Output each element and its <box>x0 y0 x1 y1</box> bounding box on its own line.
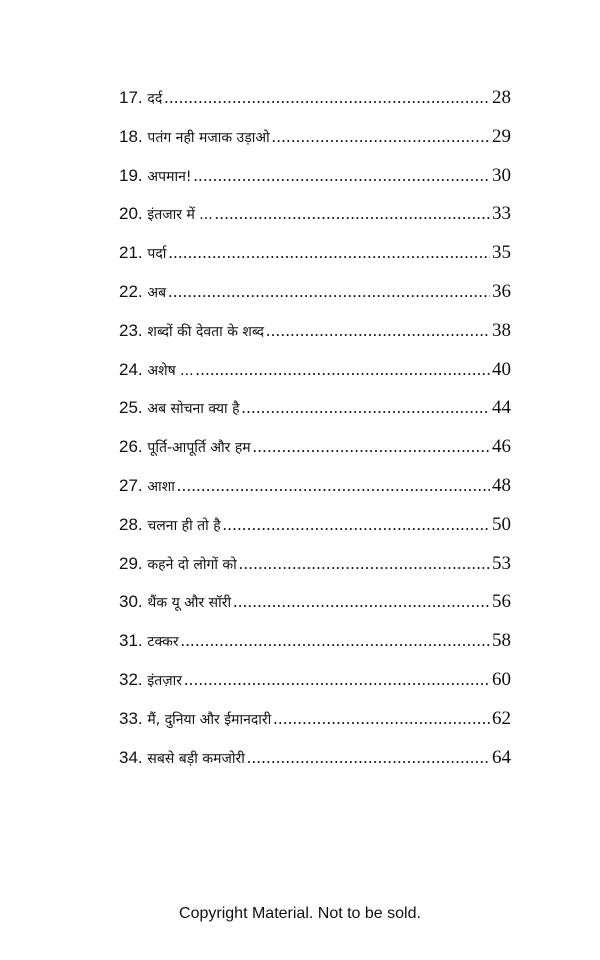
toc-entry-number: 30. <box>119 592 143 612</box>
toc-entry-number: 32. <box>119 669 143 689</box>
toc-entry[interactable] <box>119 630 511 669</box>
toc-entry-page-number: 56 <box>492 591 511 613</box>
toc-entry-number: 28. <box>119 514 143 534</box>
dot-leader <box>196 360 490 380</box>
toc-entry-title: आशा <box>147 478 175 495</box>
toc-entry-title: दर्द <box>147 91 163 107</box>
toc-entry-title: अशेष ... <box>147 362 194 379</box>
toc-entry-number: 20. <box>119 204 143 224</box>
copyright-footer: Copyright Material. Not to be sold. <box>179 905 421 922</box>
toc-entry-number: 23. <box>119 320 143 340</box>
toc-entry-title: पूर्ति-आपूर्ति और हम <box>147 440 251 457</box>
toc-entry-page-number: 46 <box>492 436 511 458</box>
toc-entry-page-number: 60 <box>492 668 511 690</box>
toc-entry[interactable] <box>119 475 511 514</box>
toc-entry[interactable] <box>119 203 511 242</box>
dot-leader <box>253 437 490 457</box>
toc-entry[interactable] <box>119 165 511 204</box>
toc-entry-title: अपमान! <box>147 168 192 185</box>
toc-entry-number: 29. <box>119 553 143 573</box>
toc-entry[interactable] <box>119 126 511 165</box>
toc-entry-page-number: 53 <box>492 552 511 574</box>
toc-entry-title: इंतज़ार <box>147 672 183 689</box>
toc-entry-title: थैंक यू और सॉरी <box>147 595 232 612</box>
toc-entry-number: 17. <box>119 88 143 107</box>
toc-entry-page-number: 29 <box>492 125 511 147</box>
toc-entry-title: पर्दा <box>147 246 167 263</box>
dot-leader <box>242 398 490 418</box>
toc-entry-page-number: 38 <box>492 319 511 341</box>
toc-entry-number: 19. <box>119 165 143 185</box>
toc-entry-number: 31. <box>119 631 143 651</box>
toc-entry-page-number: 33 <box>492 203 511 225</box>
toc-entry-page-number: 62 <box>492 707 511 729</box>
toc-entry-title: मैं, दुनिया और ईमानदारी <box>147 711 272 728</box>
toc-entry[interactable] <box>119 320 511 359</box>
dot-leader <box>247 748 490 768</box>
toc-entry-page-number: 44 <box>492 397 511 419</box>
dot-leader <box>273 709 490 729</box>
toc-entry-number: 24. <box>119 359 143 379</box>
toc-entry[interactable] <box>119 514 511 553</box>
dot-leader <box>184 670 490 690</box>
toc-entry-page-number: 48 <box>492 474 511 496</box>
toc-entry-number: 33. <box>119 708 143 728</box>
dot-leader <box>223 515 490 535</box>
toc-entry[interactable] <box>119 553 511 592</box>
dot-leader <box>239 554 490 574</box>
toc-entry-page-number: 36 <box>492 280 511 302</box>
toc-entry-title: टक्कर <box>147 634 179 651</box>
toc-entry-number: 34. <box>119 747 143 767</box>
dot-leader <box>164 88 490 108</box>
toc-entry[interactable] <box>119 436 511 475</box>
dot-leader <box>168 243 490 263</box>
toc-entry[interactable] <box>119 359 511 398</box>
dot-leader <box>266 321 490 341</box>
toc-entry-title: शब्दों की देवता के शब्द <box>147 323 265 340</box>
toc-entry-title: कहने दो लोगों को <box>147 556 237 573</box>
toc-entry-number: 22. <box>119 281 143 301</box>
dot-leader <box>193 166 490 186</box>
toc-entry[interactable] <box>119 591 511 630</box>
dot-leader <box>272 127 490 147</box>
toc-entry[interactable] <box>119 669 511 708</box>
table-of-contents <box>119 87 511 785</box>
toc-entry-title: सबसे बड़ी कमजोरी <box>147 750 245 767</box>
toc-entry[interactable] <box>119 281 511 320</box>
toc-entry-title: पतंग नही मजाक उड़ाओ <box>147 129 270 146</box>
toc-entry-number: 18. <box>119 126 143 146</box>
toc-entry-title: चलना ही तो है <box>147 517 221 534</box>
dot-leader <box>215 204 490 224</box>
toc-entry-page-number: 30 <box>492 164 511 186</box>
toc-entry-number: 25. <box>119 398 143 418</box>
toc-entry-number: 21. <box>119 243 143 263</box>
dot-leader <box>177 476 490 496</box>
toc-entry-page-number: 50 <box>492 513 511 535</box>
toc-entry[interactable] <box>119 397 511 436</box>
toc-entry-page-number: 58 <box>492 630 511 652</box>
toc-entry-number: 26. <box>119 437 143 457</box>
dot-leader <box>181 631 490 651</box>
toc-entry[interactable] <box>119 708 511 747</box>
toc-entry-title: इंतजार में ... <box>147 207 213 224</box>
toc-entry-number: 27. <box>119 475 143 495</box>
toc-entry-page-number: 40 <box>492 358 511 380</box>
toc-entry-page-number: 28 <box>492 87 511 108</box>
toc-entry[interactable] <box>119 87 511 126</box>
dot-leader <box>168 282 490 302</box>
toc-entry-title: अब <box>147 284 167 301</box>
toc-entry-title: अब सोचना क्या है <box>147 401 240 418</box>
toc-entry-page-number: 64 <box>492 746 511 768</box>
dot-leader <box>233 592 490 612</box>
toc-entry[interactable] <box>119 747 511 786</box>
toc-entry-page-number: 35 <box>492 242 511 264</box>
toc-entry[interactable] <box>119 242 511 281</box>
